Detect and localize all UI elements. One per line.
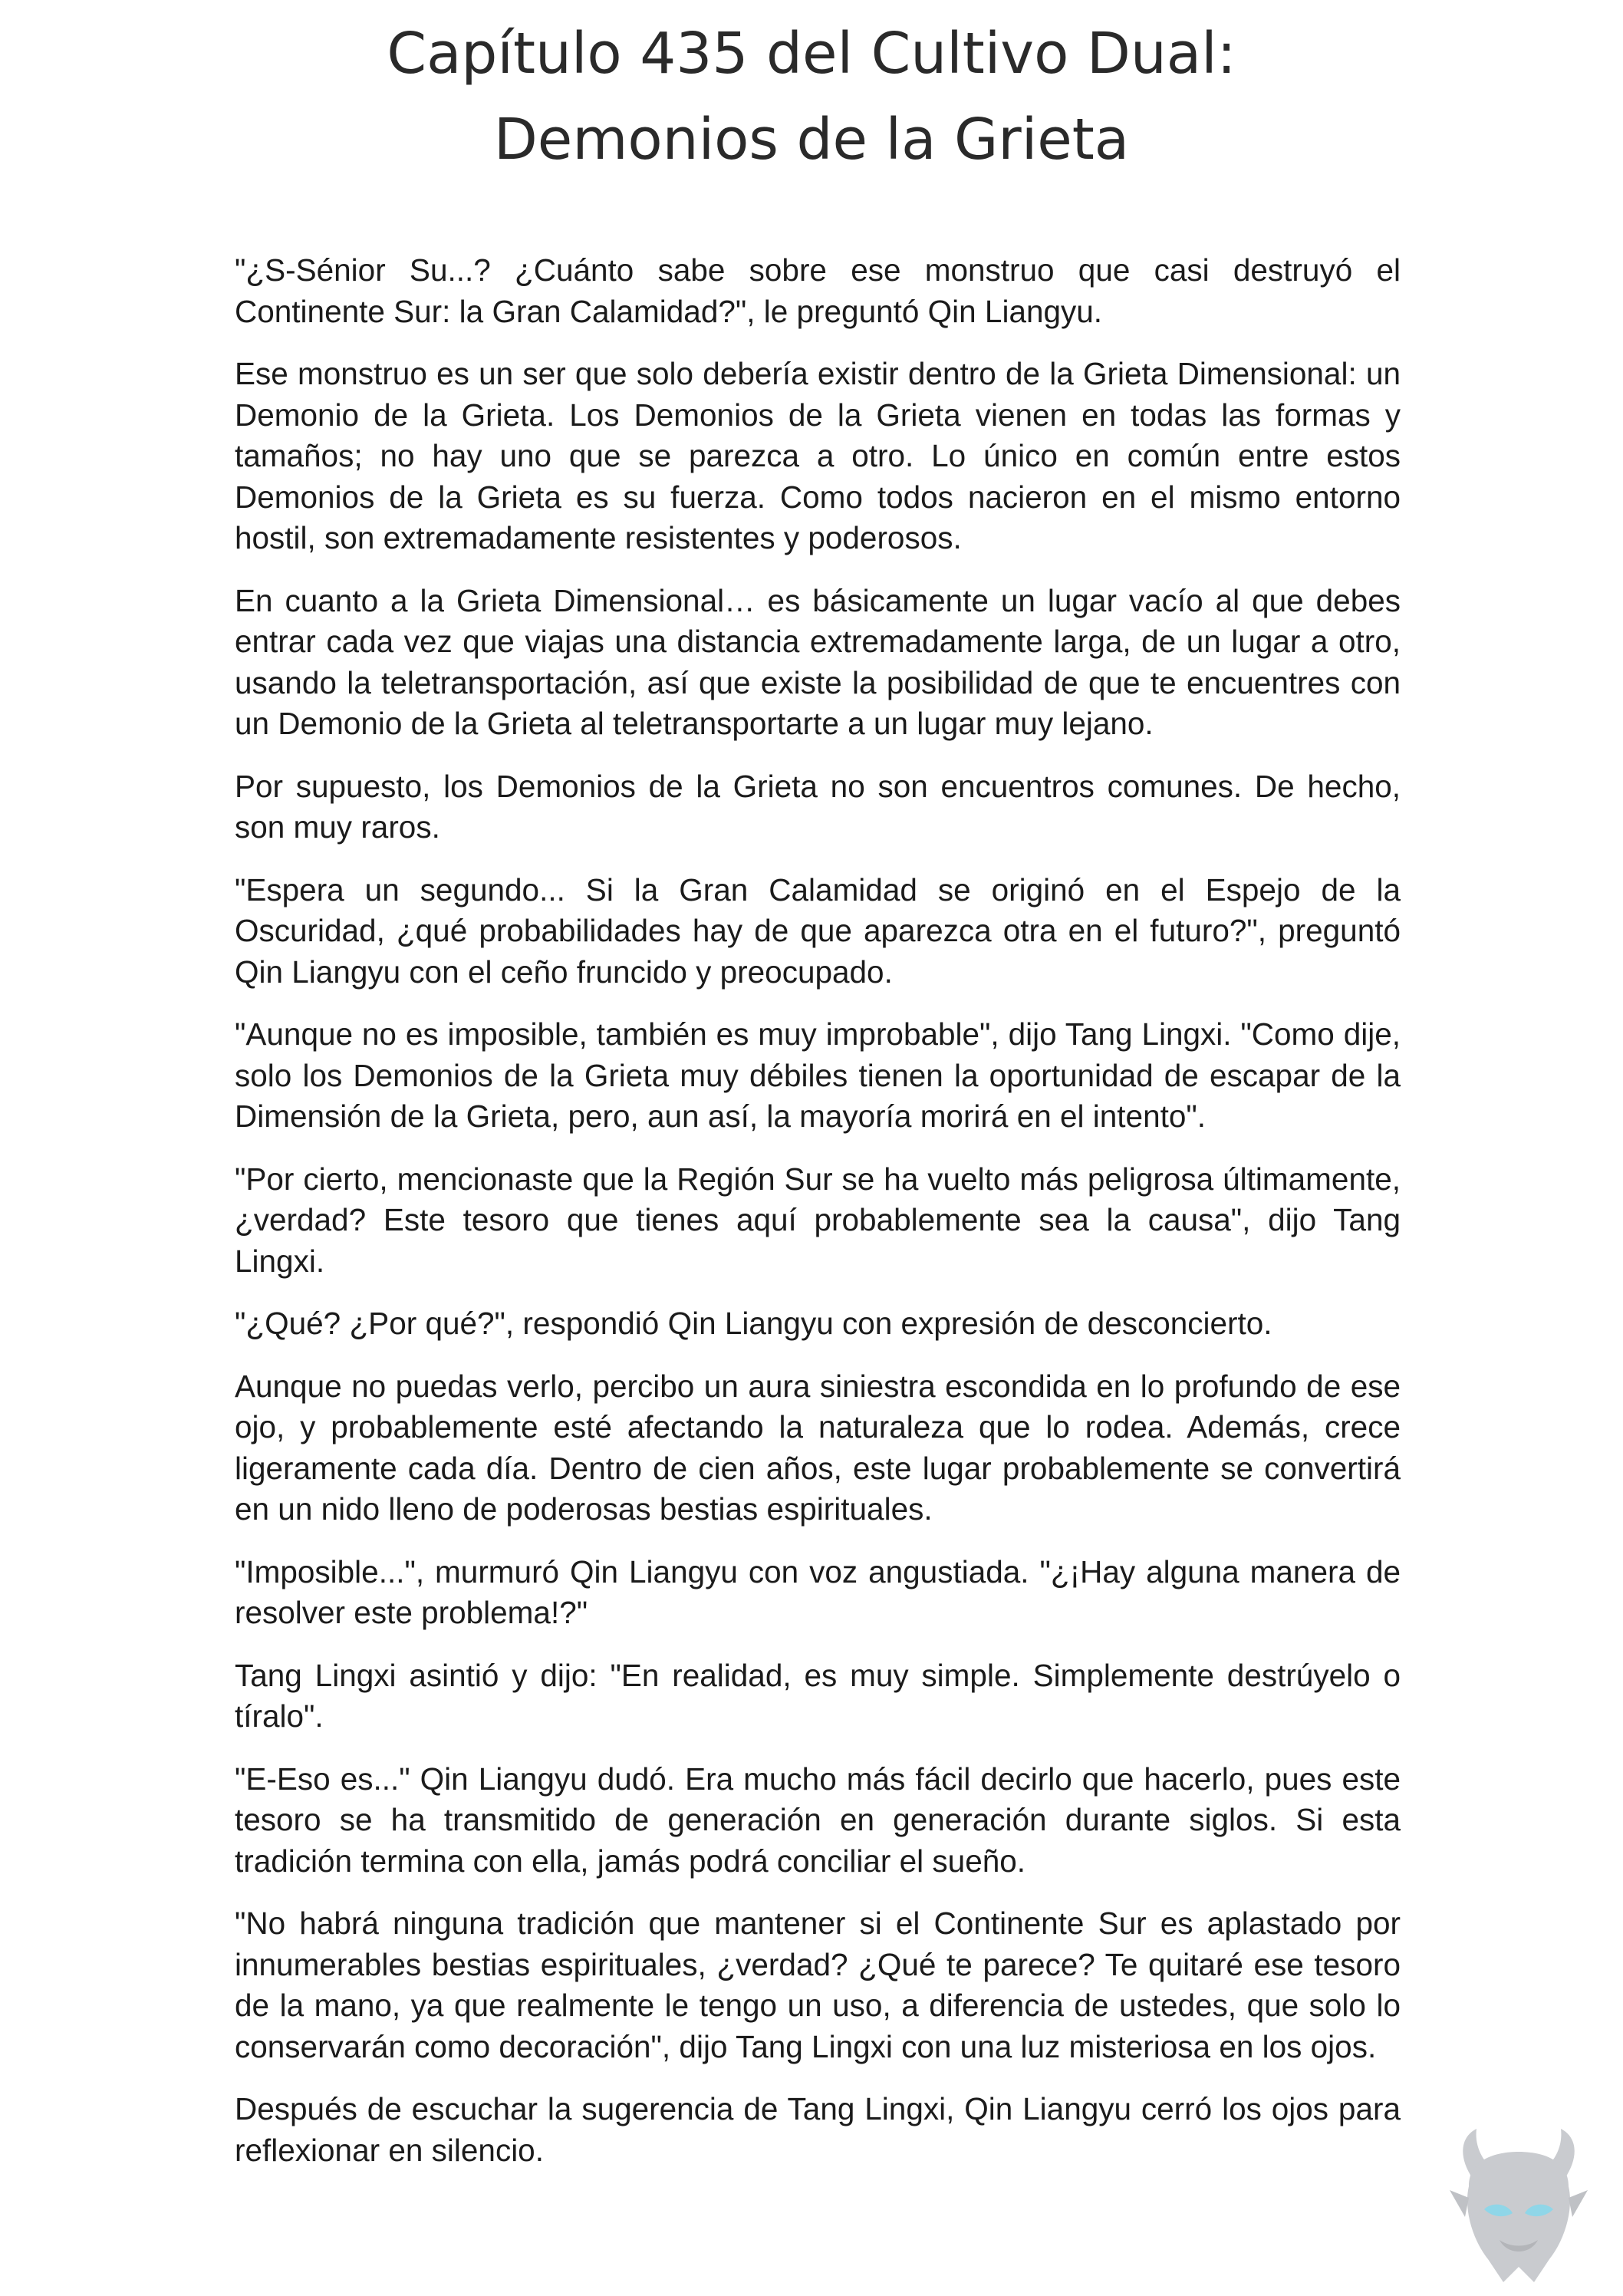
paragraph: "No habrá ninguna tradición que mantener si el Continente Sur es aplastado por innumerables bestias espirituales, ¿verdad? ¿Qué te parece? Te quitaré ese tesoro de la mano, ya que realmente le tengo un uso, a diferencia de ustedes, que solo lo conservarán como decoración", dijo Tang Lingxi con una luz misteriosa en los ojos.	[235, 1906, 1401, 2064]
paragraph: Tang Lingxi asintió y dijo: "En realidad, es muy simple. Simplemente destrúyelo o tíralo".	[235, 1657, 1401, 1734]
paragraph: "Imposible...", murmuró Qin Liangyu con voz angustiada. "¿¡Hay alguna manera de resolver este problema!?"	[235, 1553, 1401, 1630]
paragraph: Aunque no puedas verlo, percibo un aura siniestra escondida en lo profundo de ese ojo, y probablemente esté afectando la naturaleza que lo rodea. Además, crece ligeramente cada día. Dentro de cien años, este lugar probablemente se convertirá en un nido lleno de poderosas bestias espirituales.	[235, 1368, 1401, 1527]
paragraph: "Por cierto, mencionaste que la Región Sur se ha vuelto más peligrosa últimamente, ¿verdad? Este tesoro que tienes aquí probablemente sea la causa", dijo Tang Lingxi.	[235, 1161, 1401, 1279]
paragraph: Después de escuchar la sugerencia de Tang Lingxi, Qin Liangyu cerró los ojos para reflexionar en silencio.	[235, 2091, 1401, 2168]
paragraph: "E-Eso es..." Qin Liangyu dudó. Era mucho más fácil decirlo que hacerlo, pues este tesoro se ha transmitido de generación en generación durante siglos. Si esta tradición termina con ella, jamás podrá conciliar el sueño.	[235, 1761, 1401, 1879]
paragraph: Ese monstruo es un ser que solo debería existir dentro de la Grieta Dimensional: un Demonio de la Grieta. Los Demonios de la Grieta vienen en todas las formas y tamaños; no hay uno que se parezca a otro. Lo único en común entre estos Demonios de la Grieta es su fuerza. Como todos nacieron en el mismo entorno hostil, son extremadamente resistentes y poderosos.	[235, 356, 1401, 555]
chapter-title	[0, 11, 1623, 183]
paragraph: En cuanto a la Grieta Dimensional… es básicamente un lugar vacío al que debes entrar cada vez que viajas una distancia extremadamente larga, de un lugar a otro, usando la teletransportación, así que existe la posibilidad de que te encuentres con un Demonio de la Grieta al teletransportarte a un lugar muy lejano.	[235, 582, 1401, 741]
chapter-title-line-2: Demonios de la Grieta	[493, 107, 1130, 173]
chapter-body	[235, 250, 1401, 2192]
paragraph: Por supuesto, los Demonios de la Grieta no son encuentros comunes. De hecho, son muy raros.	[235, 768, 1401, 845]
demon-mascot-icon	[1442, 2125, 1595, 2286]
chapter-title-line-1: Capítulo 435 del Cultivo Dual:	[387, 21, 1236, 87]
paragraph: "¿S-Sénior Su...? ¿Cuánto sabe sobre ese monstruo que casi destruyó el Continente Sur: la Gran Calamidad?", le preguntó Qin Liangyu.	[235, 252, 1401, 329]
paragraph: "Aunque no es imposible, también es muy improbable", dijo Tang Lingxi. "Como dije, solo los Demonios de la Grieta muy débiles tienen la oportunidad de escapar de la Dimensión de la Grieta, pero, aun así, la mayoría morirá en el intento".	[235, 1016, 1401, 1134]
paragraph: "¿Qué? ¿Por qué?", respondió Qin Liangyu con expresión de desconcierto.	[235, 1306, 1272, 1341]
paragraph: "Espera un segundo... Si la Gran Calamidad se originó en el Espejo de la Oscuridad, ¿qué probabilidades hay de que aparezca otra en el futuro?", preguntó Qin Liangyu con el ceño fruncido y preocupado.	[235, 871, 1401, 990]
